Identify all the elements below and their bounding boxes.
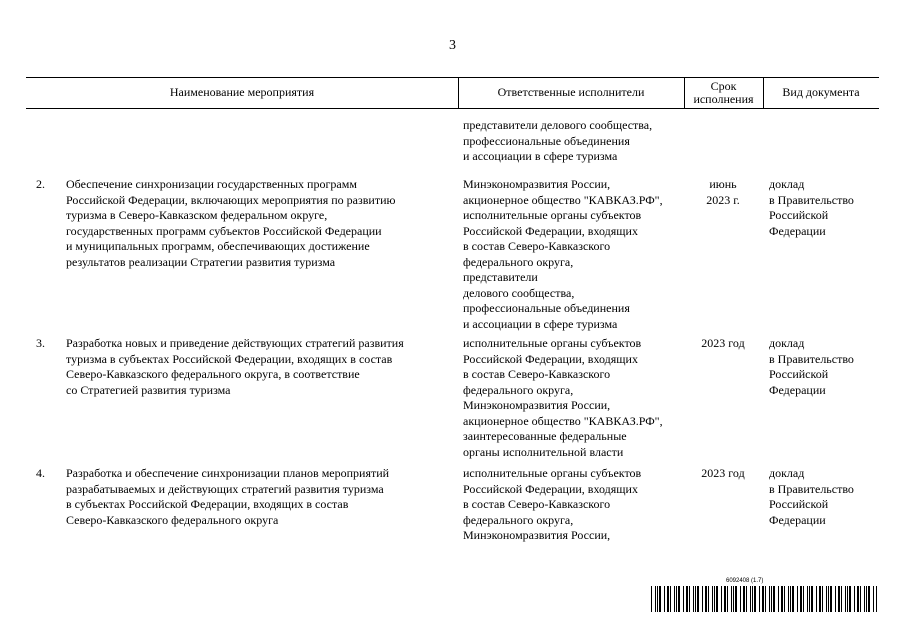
row-doc-type: доклад в Правительство Российской Федерации — [769, 336, 854, 397]
header-responsible: Ответственные исполнители — [497, 85, 645, 99]
row-term: июнь 2023 г. — [706, 177, 740, 207]
row-name: Разработка новых и приведение действующих стратегий развития туризма в субъектах Российской Федерации, входящих в состав Северо-Кавказского федерального округа, в соответствие со Стратегией развития туризма — [66, 336, 404, 397]
header-doc-type: Вид документа — [782, 85, 860, 99]
header-name: Наименование мероприятия — [169, 85, 315, 99]
row-name: Обеспечение синхронизации государственных программ Российской Федерации, включающих мероприятия по развитию туризма в Северо-Кавказском федеральном округе, государственных программ субъектов Российской Федерации и муниципальных программ, обеспечивающих достижение результатов реализации Стратегии развития туризма — [66, 177, 396, 269]
table-header-bottom-rule — [26, 108, 879, 109]
page-number: 3 — [449, 38, 456, 53]
row-name: Разработка и обеспечение синхронизации планов мероприятий разрабатываемых и действующих стратегий развития туризма в субъектах Российской Федерации, входящих в состав Северо-Кавказского федерального округа — [66, 466, 390, 527]
row-term: 2023 год — [701, 336, 745, 350]
row-responsible: исполнительные органы субъектов Российской Федерации, входящих в состав Северо-Кавказского федерального округа, Минэкономразвития России, — [463, 466, 642, 542]
row-term: 2023 год — [701, 466, 745, 480]
continuation-responsible: представители делового сообщества, профессиональные объединения и ассоциации в сфере туризма — [463, 118, 653, 163]
header-term: Срок исполнения — [693, 78, 754, 106]
row-number: 3. — [36, 336, 45, 350]
row-doc-type: доклад в Правительство Российской Федерации — [769, 177, 854, 238]
barcode-image — [651, 586, 877, 612]
row-doc-type: доклад в Правительство Российской Федерации — [769, 466, 854, 527]
row-responsible: Минэкономразвития России, акционерное общество "КАВКАЗ.РФ", исполнительные органы субъектов Российской Федерации, входящих в состав Северо-Кавказского федерального округа, представители делового сообщества, профессиональные объединения и ассоциации в сфере туризма — [463, 177, 663, 331]
row-number: 2. — [36, 177, 45, 191]
row-number: 4. — [36, 466, 45, 480]
barcode-code: 6092408 (1.7) — [726, 578, 764, 584]
row-responsible: исполнительные органы субъектов Российской Федерации, входящих в состав Северо-Кавказского федерального округа, Минэкономразвития России, акционерное общество "КАВКАЗ.РФ", заинтересованные федеральные органы исполнительной власти — [463, 336, 663, 459]
